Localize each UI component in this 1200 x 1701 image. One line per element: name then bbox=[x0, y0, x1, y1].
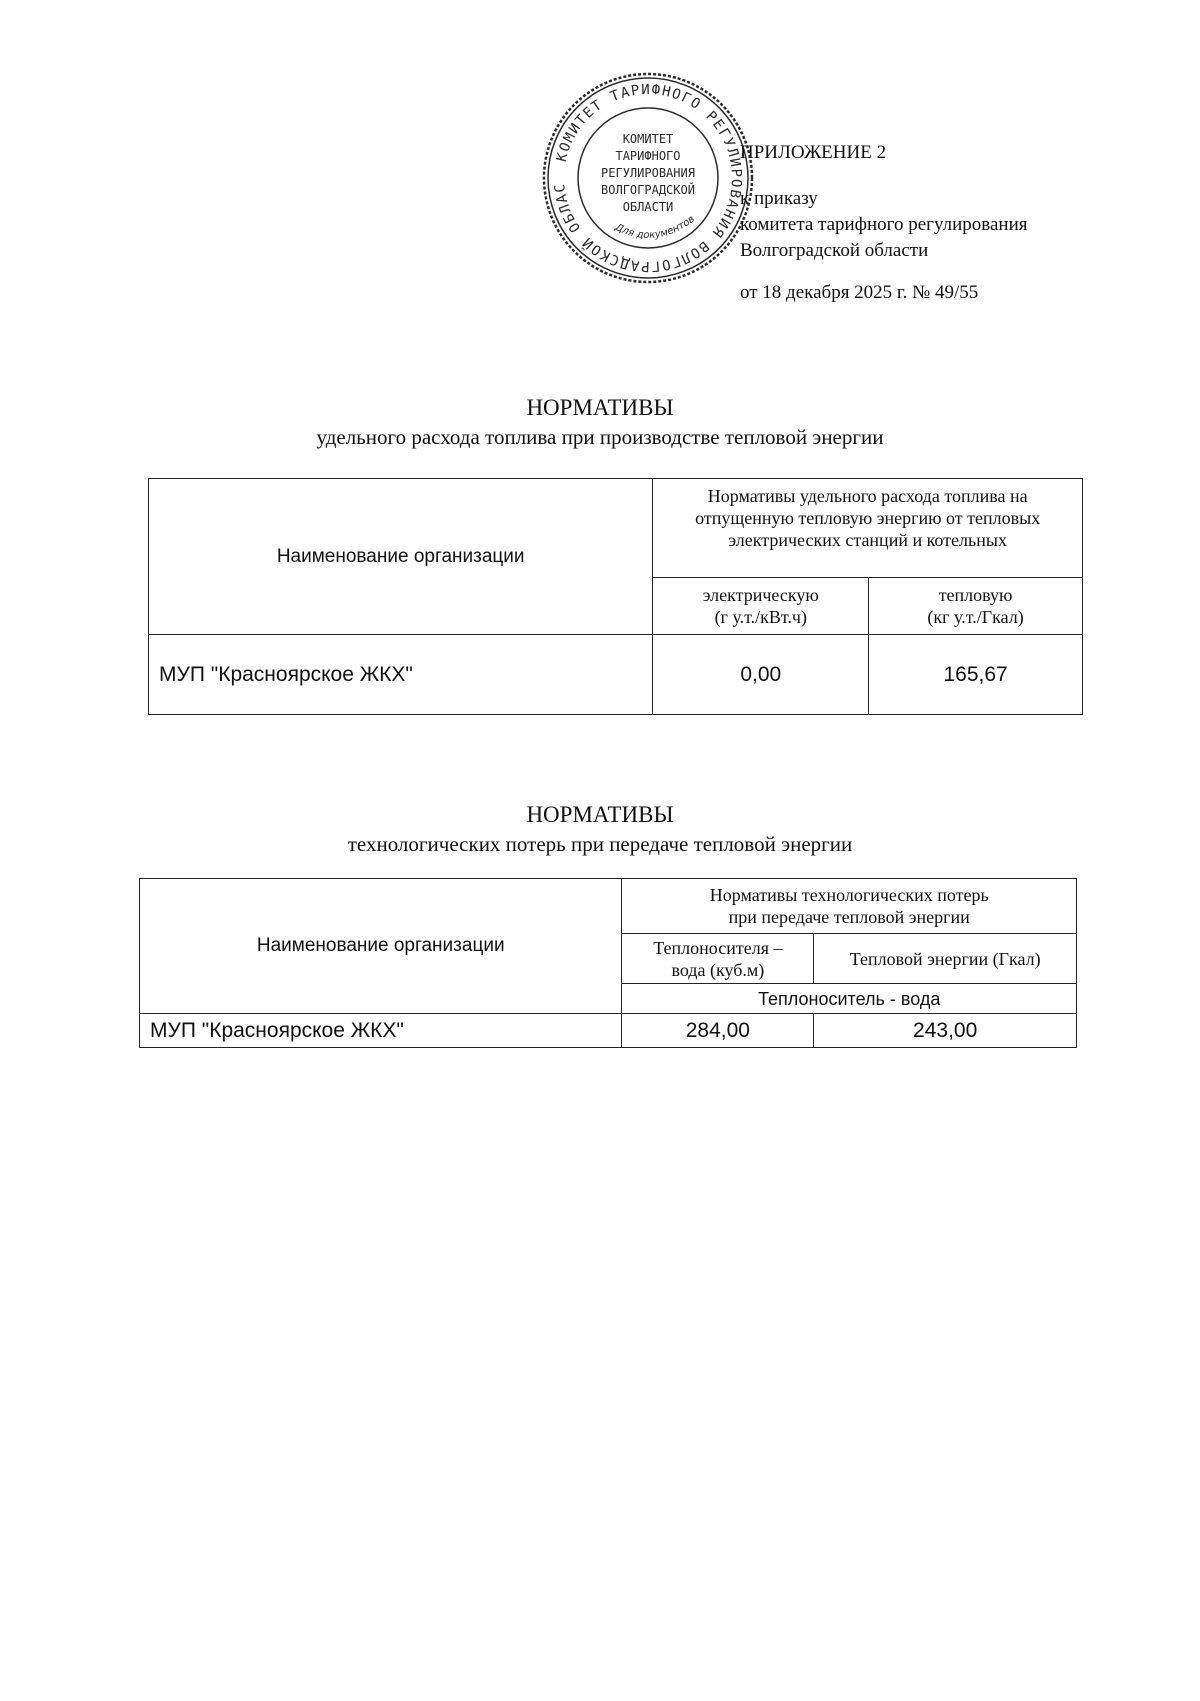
svg-text:РЕГУЛИРОВАНИЯ: РЕГУЛИРОВАНИЯ bbox=[601, 166, 695, 180]
thermal-value-cell: 165,67 bbox=[869, 635, 1083, 715]
fuel-norms-group-header: Нормативы удельного расхода топлива на отпущенную тепловую энергию от тепловых электрических станций и котельных bbox=[653, 479, 1083, 578]
section2-title: НОРМАТИВЫ bbox=[526, 802, 674, 827]
technological-losses-table bbox=[139, 878, 1077, 1048]
section1-subtitle: удельного расхода топлива при производстве тепловой энергии bbox=[316, 425, 884, 449]
seal-graphic bbox=[538, 68, 758, 288]
order-line-3: Волгоградской области bbox=[740, 240, 929, 261]
order-line-1: к приказу bbox=[740, 188, 818, 209]
order-date: от 18 декабря 2025 г. № 49/55 bbox=[740, 282, 979, 303]
section2-heading bbox=[0, 800, 1200, 858]
svg-text:ТАРИФНОГО: ТАРИФНОГО bbox=[615, 149, 681, 163]
svg-text:Для документов: Для документов bbox=[613, 213, 697, 242]
heat-energy-header: Тепловой энергии (Гкал) bbox=[814, 934, 1077, 984]
svg-text:ВОЛГОГРАДСКОЙ: ВОЛГОГРАДСКОЙ bbox=[601, 183, 695, 197]
appendix-label: ПРИЛОЖЕНИЕ 2 bbox=[740, 142, 887, 163]
thermal-header: тепловую (кг у.т./Гкал) bbox=[869, 578, 1083, 635]
coolant-value-cell: 284,00 bbox=[622, 1014, 814, 1048]
org-name-header: Наименование организации bbox=[140, 879, 622, 1014]
order-line-2: комитета тарифного регулирования bbox=[740, 214, 1028, 235]
coolant-medium-row: Теплоноситель - вода bbox=[622, 984, 1077, 1014]
org-name-header: Наименование организации bbox=[149, 479, 653, 635]
svg-text:КОМИТЕТ ТАРИФНОГО РЕГУЛИРОВАНИ: КОМИТЕТ ТАРИФНОГО РЕГУЛИРОВАНИЯ ВОЛГОГРАДСКОЙ ОБЛАС bbox=[552, 81, 745, 275]
section2-subtitle: технологических потерь при передаче тепловой энергии bbox=[347, 832, 853, 856]
official-seal bbox=[538, 68, 758, 288]
org-name-cell: МУП "Красноярское ЖКХ" bbox=[149, 635, 653, 715]
section1-title: НОРМАТИВЫ bbox=[526, 395, 674, 420]
appendix-header bbox=[740, 140, 1140, 306]
electric-value-cell: 0,00 bbox=[653, 635, 869, 715]
table-row bbox=[149, 635, 1083, 715]
table-row bbox=[140, 1014, 1077, 1048]
coolant-header: Теплоносителя – вода (куб.м) bbox=[622, 934, 814, 984]
electric-header: электрическую (г у.т./кВт.ч) bbox=[653, 578, 869, 635]
section1-heading bbox=[0, 393, 1200, 451]
svg-text:ОБЛАСТИ: ОБЛАСТИ bbox=[622, 200, 674, 214]
fuel-consumption-table bbox=[148, 478, 1083, 715]
org-name-cell: МУП "Красноярское ЖКХ" bbox=[140, 1014, 622, 1048]
losses-group-header: Нормативы технологических потерь при передаче тепловой энергии bbox=[622, 879, 1077, 934]
heat-energy-value-cell: 243,00 bbox=[814, 1014, 1077, 1048]
svg-text:КОМИТЕТ: КОМИТЕТ bbox=[622, 132, 674, 146]
